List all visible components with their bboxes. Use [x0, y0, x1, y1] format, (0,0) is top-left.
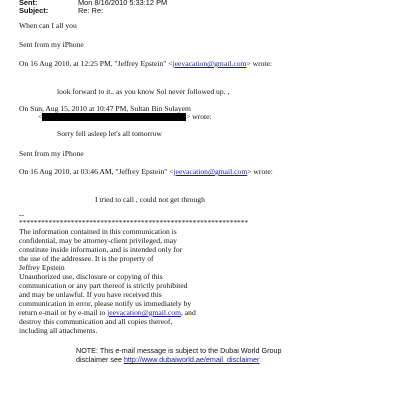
notice-line-2 — [76, 355, 259, 364]
disclaimer-line: constitute inside information, and is intended only for — [19, 245, 183, 254]
disclaimer-line: and may be unlawful. If you have received this — [19, 290, 162, 299]
disclaimer-line: Jeffrey Epstein — [19, 263, 65, 272]
reply-line-3: I tried to call , could not get through — [95, 195, 205, 204]
disclaimer-line: destroy this communication and all copies thereof, — [19, 317, 173, 326]
disclaimer-return-suffix: , and — [180, 308, 196, 317]
quote-header-2-suffix: > wrote: — [186, 112, 212, 121]
disclaimer-line: including all attachments. — [19, 326, 98, 335]
quote-header-3-prefix: On 16 Aug 2010, at 03:46 AM, "Jeffrey Epstein" < — [19, 167, 174, 176]
email-link-3[interactable]: jeevacation@gmail.com — [107, 308, 181, 317]
sent-label: Sent: — [19, 0, 38, 7]
disclaimer-line: communication or any part thereof is strictly prohibited — [19, 281, 188, 290]
disclaimer-return-prefix: return e-mail or by e-mail to — [19, 308, 108, 317]
reply-line-2: Sorry fell asleep let's all tomorrow — [57, 129, 162, 138]
signature-dashes: -- — [19, 210, 25, 219]
quote-header-1 — [19, 59, 272, 68]
message-line: When can I all you — [19, 21, 77, 30]
disclaimer-link[interactable]: http://www.dubaiworld.ae/email_disclaimer — [123, 355, 260, 364]
notice-line-2-prefix: disclaimer see — [76, 355, 124, 364]
quote-header-2: On Sun, Aug 15, 2010 at 10:47 PM, Sultan Bin Sulayem — [19, 104, 191, 113]
sent-from-iphone: Sent from my iPhone — [19, 40, 84, 49]
quote-header-2-lt: < — [38, 112, 43, 121]
notice-line-1: NOTE: This e-mail message is subject to the Dubai World Group — [76, 346, 282, 355]
subject-label: Subject: — [19, 6, 49, 15]
quote-header-3-suffix: > wrote: — [247, 167, 273, 176]
quote-header-3 — [19, 167, 273, 176]
disclaimer-line: communication in error, please notify us immediately by — [19, 299, 192, 308]
sent-value: Mon 8/16/2010 5:33:12 PM — [78, 0, 168, 7]
disclaimer-line: confidential, may be attorney-client privileged, may — [19, 236, 177, 245]
subject-value: Re: Re: — [78, 6, 104, 15]
disclaimer-return-line — [19, 308, 196, 317]
sent-from-iphone-2: Sent from my iPhone — [19, 149, 84, 158]
email-link[interactable]: jeevacation@gmail.com — [172, 59, 247, 68]
disclaimer-line: The information contained in this communication is — [19, 227, 177, 236]
quote-header-1-prefix: On 16 Aug 2010, at 12:25 PM, "Jeffrey Epstein" < — [19, 59, 173, 68]
disclaimer-line: Unauthorized use, disclosure or copying of this — [19, 272, 163, 281]
star-divider: ************************************************************** — [19, 218, 249, 227]
redaction-bar — [42, 113, 186, 121]
disclaimer-line: the use of the addressee. It is the property of — [19, 254, 154, 263]
reply-line-1: look forward to it.. as you know Sol never followed up. , — [57, 87, 230, 96]
email-link-2[interactable]: jeevacation@gmail.com — [173, 167, 248, 176]
quote-header-1-suffix: > wrote: — [246, 59, 272, 68]
